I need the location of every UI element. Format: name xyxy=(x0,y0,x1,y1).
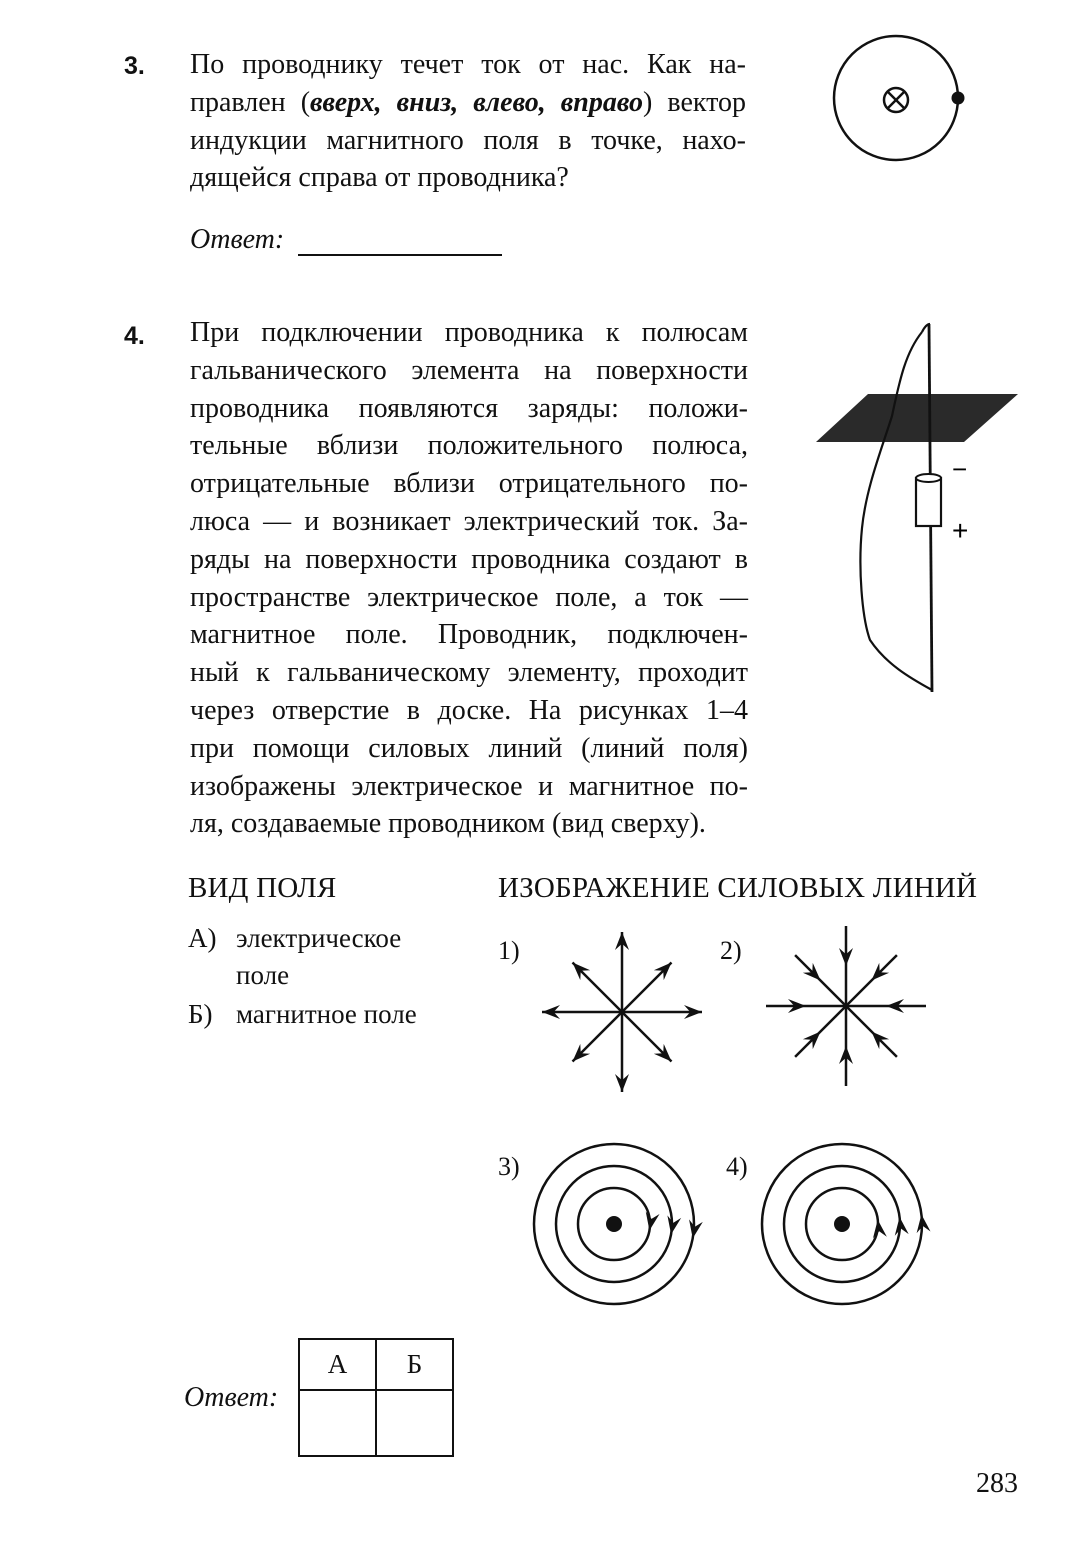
question-3-answer: Ответ: xyxy=(190,224,285,255)
direction-options: вверх, вниз, влево, вправо xyxy=(310,86,644,118)
answer-label: Ответ xyxy=(190,224,275,255)
option-b xyxy=(188,996,417,1032)
battery-minus: − xyxy=(952,454,968,484)
field-type-heading: ВИД ПОЛЯ xyxy=(188,872,337,904)
q4-line-5: отрицательные вблизи отрицательного по- xyxy=(190,468,748,500)
option-a-text: электрическое xyxy=(236,923,402,953)
figure-4-label: 4) xyxy=(726,1152,748,1181)
answer-header-b: Б xyxy=(376,1339,453,1390)
q4-line-13: изображены электрическое и магнитное по- xyxy=(190,770,748,802)
q3-line-1: По проводнику течет ток от нас. Как на- xyxy=(190,49,746,80)
option-b-letter: Б) xyxy=(188,999,213,1029)
conductor-field-figure xyxy=(830,30,970,170)
answer-cell-a[interactable] xyxy=(299,1390,376,1456)
field-lines-heading: ИЗОБРАЖЕНИЕ СИЛОВЫХ ЛИНИЙ xyxy=(498,872,978,904)
question-3-text xyxy=(190,46,746,197)
q4-line-10: ный к гальваническому элементу, проходит xyxy=(190,657,748,689)
arrow-counterclockwise-icon xyxy=(917,1214,931,1233)
q4-line-3: проводника появляются заряды: положи- xyxy=(190,392,748,424)
answer-header-a: А xyxy=(299,1339,376,1390)
q4-line-8: пространстве электрическое поле, а ток — xyxy=(190,581,748,613)
circled-times-icon xyxy=(884,88,908,112)
answer-table xyxy=(298,1338,454,1457)
q4-line-4: тельные вблизи положительного полюса, xyxy=(190,430,748,462)
field-line xyxy=(795,955,846,1006)
conductor-dot xyxy=(834,1216,850,1232)
field-line xyxy=(795,1006,846,1057)
option-b-text: магнитное поле xyxy=(236,999,417,1029)
q4-line-2: гальванического элемента на поверхности xyxy=(190,354,748,386)
question-4-answer-label: Ответ: xyxy=(184,1382,279,1413)
q4-line-14: ля, создаваемые проводником (вид сверху). xyxy=(190,808,706,840)
q4-line-11: через отверстие в доске. На рисунках 1–4 xyxy=(190,694,748,726)
answer-cell-b[interactable] xyxy=(376,1390,453,1456)
question-3-number: 3. xyxy=(124,52,145,80)
question-4-text xyxy=(190,314,748,843)
option-a xyxy=(188,920,401,956)
field-line xyxy=(846,955,897,1006)
q4-line-1: При подключении проводника к полюсам xyxy=(190,317,748,348)
q4-line-7: ряды на поверхности проводника создают в xyxy=(190,543,748,575)
board-plate xyxy=(816,394,1018,442)
figure-1-label: 1) xyxy=(498,936,520,965)
figure-1-radial-outward xyxy=(538,926,708,1096)
page-number: 283 xyxy=(976,1468,1018,1499)
arrow-clockwise-icon xyxy=(667,1215,681,1234)
figure-2-label: 2) xyxy=(720,936,742,965)
field-line xyxy=(846,1006,897,1057)
option-a-letter: А) xyxy=(188,923,217,953)
apparatus-figure xyxy=(810,318,1030,698)
q3-line-2: правлен (вверх, вниз, влево, вправо) вектор xyxy=(190,86,746,118)
arrow-counterclockwise-icon xyxy=(873,1220,887,1239)
figure-2-radial-inward xyxy=(760,918,930,1092)
q3-line-4: дящейся справа от проводника? xyxy=(190,162,569,194)
arrow-clockwise-icon xyxy=(689,1219,703,1238)
figure-3-circles-clockwise xyxy=(528,1138,708,1310)
figure-3-label: 3) xyxy=(498,1152,520,1181)
point-right-of-conductor xyxy=(952,92,965,105)
conductor-dot xyxy=(606,1216,622,1232)
answer-blank-line[interactable] xyxy=(298,254,502,256)
q4-line-6: люса — и возникает электрический ток. За- xyxy=(190,505,748,537)
q4-line-12: при помощи силовых линий (линий поля) xyxy=(190,732,748,764)
battery-plus: + xyxy=(952,515,969,546)
question-4-number: 4. xyxy=(124,322,145,350)
q4-line-9: магнитное поле. Проводник, подключен- xyxy=(190,619,748,651)
battery-icon xyxy=(916,474,941,526)
arrow-clockwise-icon xyxy=(646,1211,660,1230)
arrow-counterclockwise-icon xyxy=(895,1217,909,1236)
figure-4-circles-counterclockwise xyxy=(756,1138,936,1310)
q3-line-3: индукции магнитного поля в точке, нахо- xyxy=(190,124,746,156)
option-a-continued: поле xyxy=(236,960,290,990)
field-line-circle xyxy=(834,36,958,160)
